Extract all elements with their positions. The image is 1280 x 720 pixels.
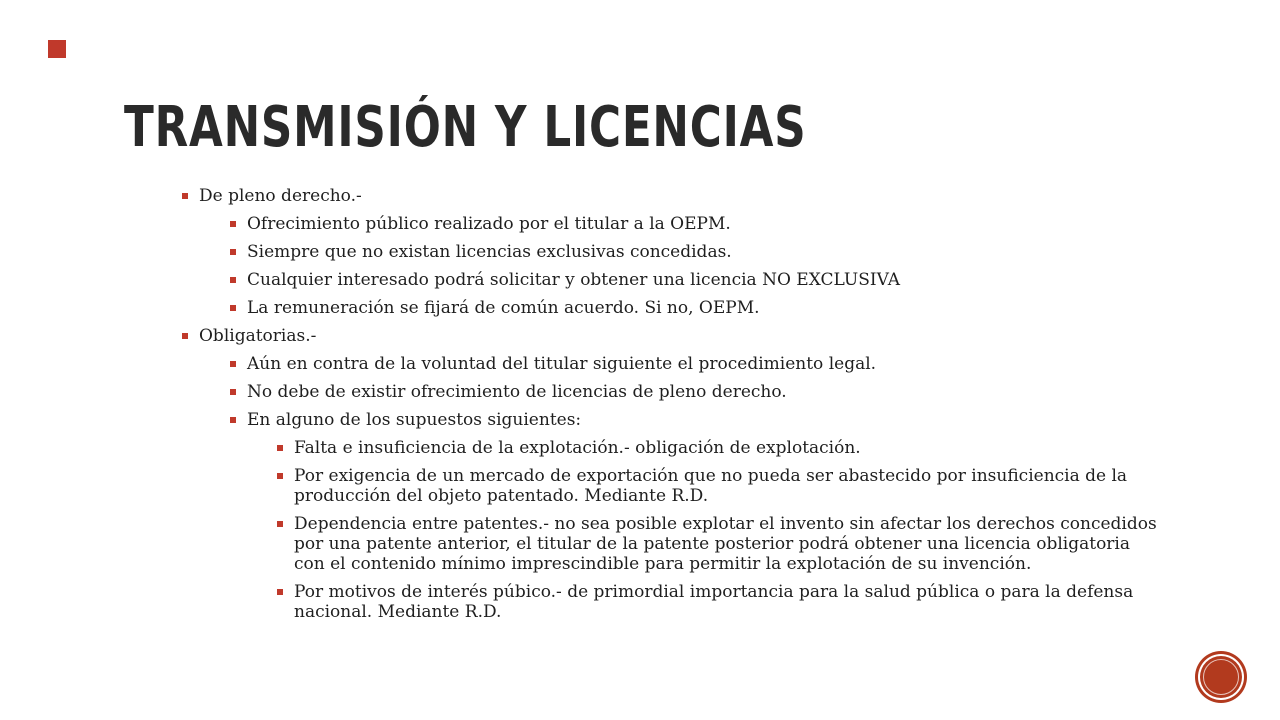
list-item-text: Ofrecimiento público realizado por el titular a la OEPM. [247, 214, 731, 234]
list-item-text: Por motivos de interés púbico.- de primordial importancia para la salud pública o para la defensa nacional. Mediante R.D. [294, 582, 1134, 622]
slide-nav-button[interactable] [1198, 654, 1244, 700]
list-item [275, 438, 1160, 458]
sub-sub-bullet-list [247, 438, 1160, 622]
list-item-text: De pleno derecho.- [199, 186, 362, 206]
list-item-text: En alguno de los supuestos siguientes: [247, 410, 582, 430]
sub-bullet-list [199, 354, 1160, 622]
list-item [275, 466, 1160, 506]
list-item [228, 354, 1160, 374]
list-item-text: Falta e insuficiencia de la explotación.- obligación de explotación. [294, 438, 861, 458]
list-item [228, 298, 1160, 318]
corner-accent-square [48, 40, 66, 58]
list-item-text: Obligatorias.- [199, 326, 317, 346]
list-item-text: La remuneración se fijará de común acuerdo. Si no, OEPM. [247, 298, 760, 318]
list-item [228, 242, 1160, 262]
list-item-text: Por exigencia de un mercado de exportación que no pueda ser abastecido por insuficiencia de la producción del objeto patentado. Mediante R.D. [294, 466, 1128, 506]
slide-content [180, 186, 1160, 630]
circle-nav-icon [1203, 659, 1239, 695]
list-item-text: Siempre que no existan licencias exclusivas concedidas. [247, 242, 732, 262]
list-item-text: Aún en contra de la voluntad del titular siguiente el procedimiento legal. [247, 354, 877, 374]
list-item-text: Cualquier interesado podrá solicitar y obtener una licencia NO EXCLUSIVA [247, 270, 900, 290]
list-item-text: No debe de existir ofrecimiento de licencias de pleno derecho. [247, 382, 787, 402]
list-item-text: Dependencia entre patentes.- no sea posible explotar el invento sin afectar los derechos concedidos por una patente anterior, el titular de la patente posterior podrá obtener una licencia obligatoria con el contenido mínimo imprescindible para permitir la explotación de su invención. [294, 514, 1157, 574]
list-item [228, 270, 1160, 290]
list-item [275, 514, 1160, 574]
list-item [228, 214, 1160, 234]
bullet-list [180, 186, 1160, 622]
list-item [228, 410, 1160, 622]
list-item [228, 382, 1160, 402]
list-item [180, 186, 1160, 318]
list-item [180, 326, 1160, 622]
list-item [275, 582, 1160, 622]
slide-title: TRANSMISIÓN Y LICENCIAS [124, 95, 807, 160]
sub-bullet-list [199, 214, 1160, 318]
